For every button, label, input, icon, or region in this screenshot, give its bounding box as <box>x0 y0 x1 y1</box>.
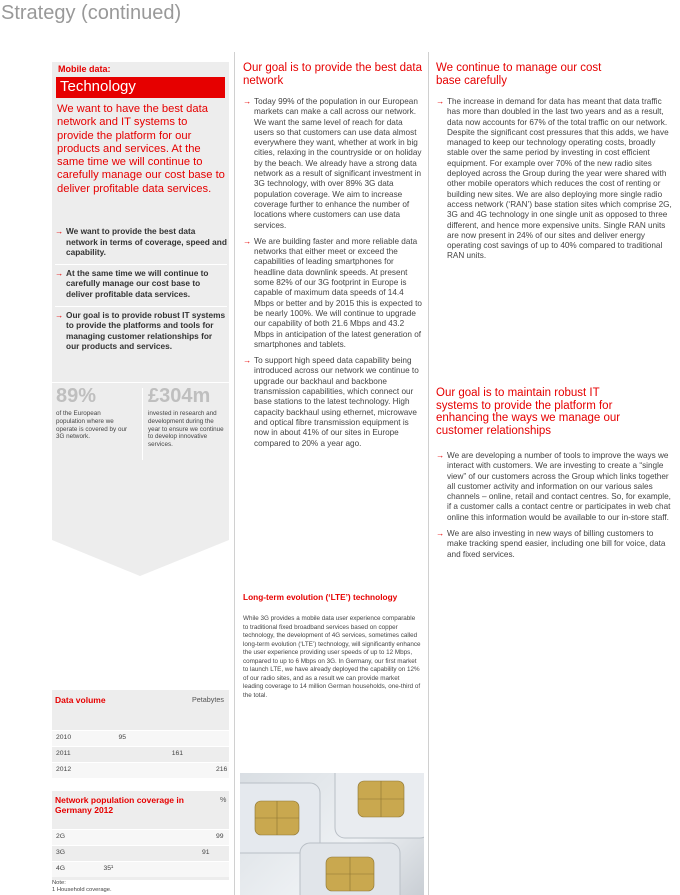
arrow-icon: → <box>55 226 64 236</box>
sim-card-image <box>240 773 424 895</box>
bullet-item: → Today 99% of the population in our European markets can make a call across our network. We want the same level of reach for data users so that customers can use data almost everywhere they want, whether at work in big cities, relaxing in the countryside or on holiday by the beach. We already have a strong data network as a result of significant investment in 3G technology, with over 89% 3G data population coverage. We aim to increase coverage further to enhance the number of locations where customers can use data services. <box>243 97 422 230</box>
sidebar-goal-list <box>55 226 227 358</box>
bullet-item: → We are building faster and more reliable data networks that either meet or exceed the capabilities of leading smartphones for headline data downlink speeds. At present some 82% of our 3G footprint in Europe is capable of maximum data speeds of 14.4 Mbps or better and by 2015 this is expected to be nearly 100%. We will continue to upgrade our capability of both 21.6 Mbps and 43.2 Mbps in anticipation of the latest generation of smartphones and tablets. <box>243 236 422 349</box>
lte-title: Long-term evolution (‘LTE’) technology <box>243 592 398 602</box>
row-value: 216 <box>216 766 228 773</box>
table-row <box>52 746 229 762</box>
row-value: 95 <box>118 734 127 741</box>
table-row <box>52 762 229 778</box>
chart-unit: Petabytes <box>192 695 224 704</box>
table-row <box>52 845 229 861</box>
table-row <box>52 730 229 746</box>
row-value: 35¹ <box>103 865 114 872</box>
bullet-item: → We are developing a number of tools to improve the ways we interact with customers. We are investing to create a “single view” of our customers across the Group which links together all customer activity and information on our various sales channels – online, retail and contact centres. So, for example, if a customer calls a contact centre or participates in web chat online this information would be available to our in-store staff. <box>436 451 671 522</box>
row-label: 4G <box>56 865 66 872</box>
goal-item: → At the same time we will continue to carefully manage our cost base to deliver profitable data services. <box>55 264 227 300</box>
row-label: 3G <box>56 849 66 856</box>
column-bullet-list <box>436 97 674 268</box>
row-label: 2010 <box>56 734 72 741</box>
note-text: 1 Household coverage. <box>52 887 112 893</box>
column-divider <box>234 52 235 895</box>
chart-title: Network population coverage in Germany 2012 <box>55 795 184 815</box>
column-bullet-list <box>436 451 674 566</box>
column-bullet-list <box>243 97 423 455</box>
table-row <box>52 861 229 877</box>
arrow-icon: → <box>436 451 445 460</box>
sidebar-intro: We want to have the best data network and IT systems to provide the platform for our products and services. At the same time we will continue to carefully manage our cost base to deliver profitable data services. <box>57 103 225 195</box>
goal-item: → We want to provide the best data network in terms of coverage, speed and capability. <box>55 226 227 258</box>
page-title: Strategy (continued) <box>1 2 182 24</box>
chart-title: Data volume <box>55 695 106 705</box>
stat-description: invested in research and development during the year to ensure we continue to develop innovative services. <box>148 410 224 449</box>
column-heading: We continue to manage our cost base carefully <box>436 62 602 87</box>
divider <box>52 382 229 383</box>
goal-item: → Our goal is to provide robust IT systems to provide the platforms and tools for managing customer relationships for our products and services. <box>55 306 227 352</box>
column-heading: Our goal is to provide the best data network <box>243 62 422 87</box>
row-label: 2G <box>56 833 66 840</box>
bullet-item: → We are also investing in new ways of billing customers to make tracking spend easier, including one bill for voice, data and fixed services. <box>436 529 666 559</box>
chart-unit: % <box>220 795 227 804</box>
row-label: 2011 <box>56 750 71 757</box>
row-label: 2012 <box>56 766 72 773</box>
arrow-icon: → <box>243 97 252 106</box>
stat-description: of the European population where we operate is covered by our 3G network. <box>56 410 128 441</box>
column-divider <box>428 52 429 895</box>
sidebar-notch <box>52 540 229 576</box>
arrow-icon: → <box>243 356 252 366</box>
divider <box>142 388 143 460</box>
lte-body: While 3G provides a mobile data user experience comparable to traditional fixed broadband services based on copper technology, the development of 4G services, sometimes called long-term evolution (‘LTE’) technology, will significantly enhance the user experience providing user speeds of up to 12 Mbps, compared to up to 6 Mbps on 3G. In Germany, our first market to launch LTE, we have already deployed the capability on 12% of our radio sites, and as a result we can provide market leading coverage to 14 million German households, one-third of the total. <box>243 615 421 699</box>
arrow-icon: → <box>243 236 252 246</box>
arrow-icon: → <box>55 267 64 278</box>
row-value: 99 <box>216 833 224 840</box>
bullet-item: → The increase in demand for data has meant that data traffic has more than doubled in the last two years and as a result, data now accounts for 67% of the total traffic on our network. Despite the significant cost pressures that this adds, we have managed to keep our technology operating costs, broadly stable over the same period by investing in cost efficient equipment. For example over 70% of the new radio sites deployed across the Group during the year were shared with other mobile operators which reduces the cost of renting or building new sites. We are also deploying more single radio access network (‘RAN’) base station sites which comprise 2G, 3G and 4G technology in one single unit as opposed to three different, and hence more expensive units. Single RAN units are now present in 24% of our sites and deliver energy operating cost savings of up to 40% compared to traditional RAN units. <box>436 97 672 261</box>
section-label: Mobile data: <box>58 64 111 74</box>
arrow-icon: → <box>436 529 445 539</box>
note-label: Note: <box>52 880 66 886</box>
arrow-icon: → <box>55 309 64 320</box>
row-value: 91 <box>201 849 210 856</box>
bullet-item: → To support high speed data capability being introduced across our network we continue to upgrade our backhaul and backbone transmission capabilities, which connect our base stations to the latest technology. High capacity backhaul using ethernet, microwave and optical fibre transmission equipment is now in about 41% of our sites in Europe compared to 20% a year ago. <box>243 356 419 448</box>
table-row <box>52 829 229 845</box>
stat-value: £304m <box>148 385 211 407</box>
section-title: Technology <box>60 78 136 95</box>
stat-value: 89% <box>56 385 97 407</box>
row-value: 161 <box>171 750 184 757</box>
column-heading: Our goal is to maintain robust IT systems to provide the platform for enhancing the ways we manage our customer relationships <box>436 387 621 437</box>
arrow-icon: → <box>436 97 445 106</box>
